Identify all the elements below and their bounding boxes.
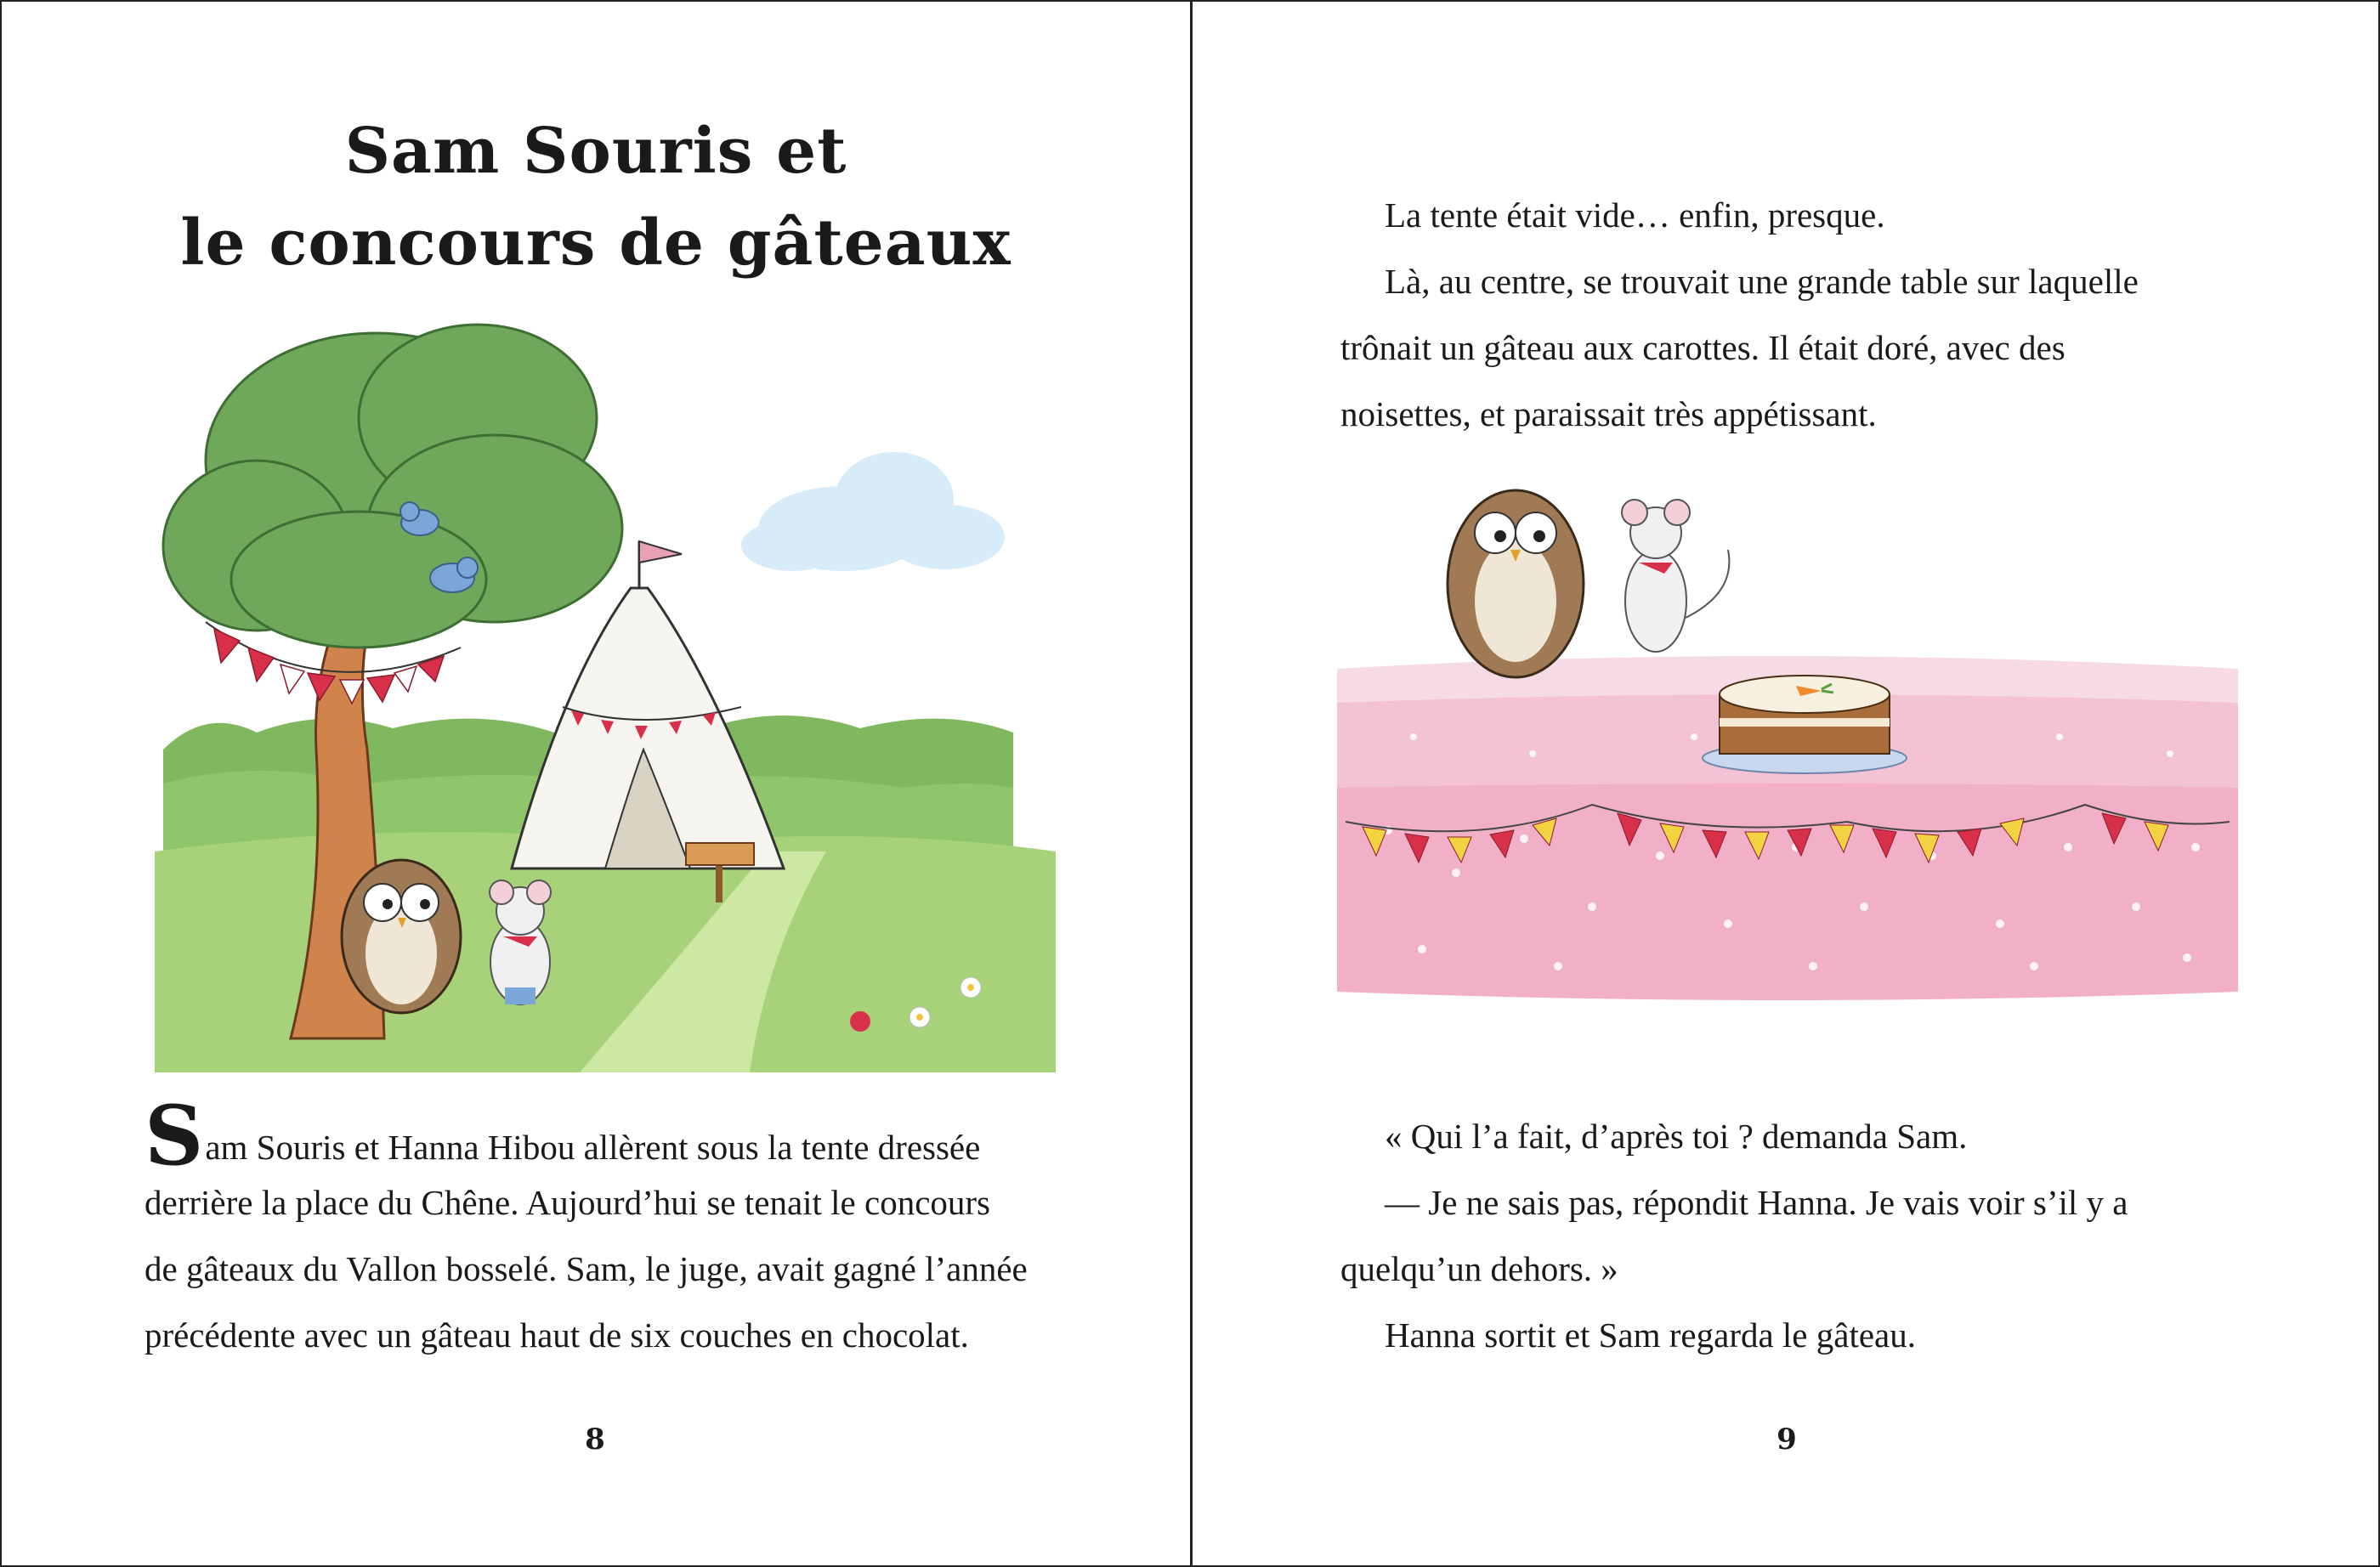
right-page bbox=[1193, 2, 2380, 1565]
right-top-line-2: Là, au centre, se trouvait une grande table sur laquelle bbox=[1385, 262, 2139, 301]
right-bottom-line-2: — Je ne sais pas, répondit Hanna. Je vais voir s’il y a bbox=[1385, 1183, 2128, 1222]
tree-canopy bbox=[163, 325, 622, 648]
right-top-line-4: noisettes, et paraissait très appétissant. bbox=[1340, 394, 1877, 433]
right-top-line-1: La tente était vide… enfin, presque. bbox=[1385, 195, 1885, 235]
body-line-2: derrière la place du Chêne. Aujourd’hui se tenait le concours bbox=[144, 1183, 991, 1222]
page-number-left: 8 bbox=[585, 1423, 605, 1457]
story-title-line1: Sam Souris et bbox=[344, 115, 847, 188]
right-bottom-line-3: quelqu’un dehors. » bbox=[1340, 1249, 1618, 1288]
right-top-line-3: trônait un gâteau aux carottes. Il était doré, avec des bbox=[1340, 328, 2066, 367]
owl-character bbox=[342, 860, 461, 1013]
cloud bbox=[741, 452, 1005, 571]
mouse-character bbox=[1622, 500, 1729, 652]
page-number-right: 9 bbox=[1776, 1423, 1797, 1457]
park-tent-illustration bbox=[155, 308, 1056, 1072]
owl-character bbox=[1448, 490, 1584, 677]
drop-cap: S bbox=[144, 1088, 204, 1184]
cake-table-illustration bbox=[1337, 448, 2238, 1043]
mouse-character bbox=[490, 880, 551, 1004]
body-line-4: précédente avec un gâteau haut de six couches en chocolat. bbox=[144, 1315, 969, 1355]
carrot-cake bbox=[1703, 676, 1907, 773]
story-title-line2: le concours de gâteaux bbox=[180, 206, 1012, 280]
left-page bbox=[2, 2, 1190, 1565]
body-line-3: de gâteaux du Vallon bosselé. Sam, le juge, avait gagné l’année bbox=[144, 1249, 1028, 1288]
right-bottom-line-1: « Qui l’a fait, d’après toi ? demanda Sam. bbox=[1385, 1117, 1968, 1156]
body-line-1: Sam Souris et Hanna Hibou allèrent sous la tente dressée bbox=[144, 1088, 981, 1184]
right-bottom-line-4: Hanna sortit et Sam regarda le gâteau. bbox=[1385, 1315, 1916, 1355]
